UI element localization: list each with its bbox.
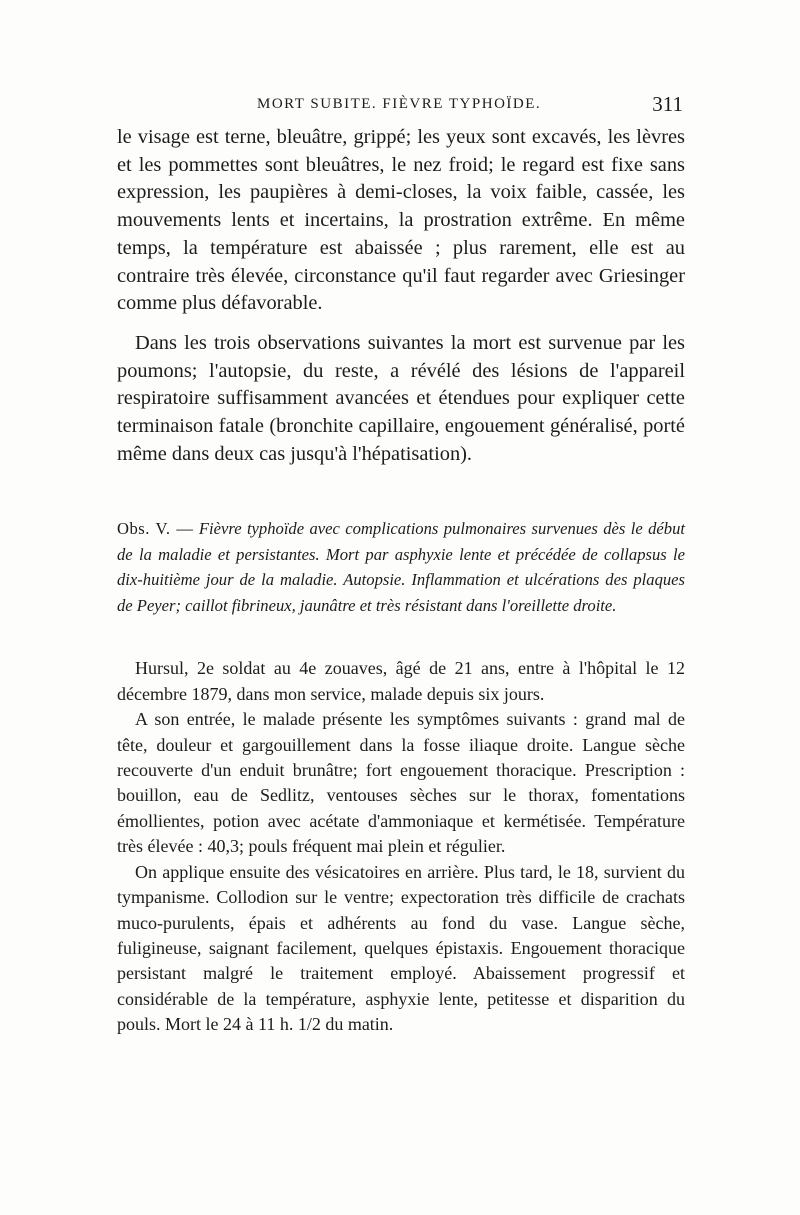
observation-summary: Fièvre typhoïde avec complications pulmonaires survenues dès le début de la maladie et persistantes. Mort par asphyxie lente et précédée de collapsus le dix-huitième jour de la maladie. Autopsie. Inflammation et ulcérations des plaques de Peyer; caillot fibrineux, jaunâtre et très résistant dans l'oreillette droite. bbox=[117, 519, 686, 615]
page-header bbox=[117, 92, 685, 124]
observation-label: Obs. V. — bbox=[117, 519, 194, 539]
book-page bbox=[117, 92, 685, 1038]
case-paragraph-3: On applique ensuite des vésicatoires en arrière. Plus tard, le 18, survient du tympanisme. Collodion sur le ventre; expectoration très difficile de crachats muco-purulents, épais et adhérents au fond du vase. Langue sèche, fuligineuse, saignant facilement, quelques épistaxis. Engouement thoracique persistant malgré le traitement employé. Abaissement progressif et considérable de la température, asphyxie lente, petitesse et disparition du pouls. Mort le 24 à 11 h. 1/2 du matin. bbox=[117, 861, 685, 1035]
page-number: 311 bbox=[652, 92, 683, 116]
paragraph-1: le visage est terne, bleuâtre, grippé; les yeux sont excavés, les lèvres et les pommettes sont bleuâtres, le nez froid; le regard est fixe sans expression, les paupières à demi-closes, la voix faible, cassée, les mouvements lents et incertains, la prostration extrême. En même temps, la température est abaissée ; plus rarement, elle est au contraire très élevée, circonstance qu'il faut regarder avec Griesinger comme plus défavorable. bbox=[117, 126, 685, 315]
paragraph-2: Dans les trois observations suivantes la mort est survenue par les poumons; l'autopsie, du reste, a révélé des lésions de l'appareil respiratoire suffisamment avancées et étendues pour expliquer cette terminaison fatale (bronchite capillaire, engouement généralisé, porté même dans deux cas jusqu'à l'hépatisation). bbox=[117, 331, 685, 465]
body-text bbox=[117, 124, 685, 468]
case-report bbox=[117, 656, 685, 1037]
case-paragraph-1: Hursul, 2e soldat au 4e zouaves, âgé de 21 ans, entre à l'hôpital le 12 décembre 1879, dans mon service, malade depuis six jours. bbox=[117, 658, 685, 704]
case-paragraph-2: A son entrée, le malade présente les symptômes suivants : grand mal de tête, douleur et gargouillement dans la fosse iliaque droite. Langue sèche recouverte d'un enduit brunâtre; fort engouement thoracique. Prescription : bouillon, eau de Sedlitz, ventouses sèches sur le thorax, fomentations émollientes, potion avec acétate d'ammoniaque et kermétisée. Température très élevée : 40,3; pouls fréquent mai plein et régulier. bbox=[117, 709, 685, 857]
running-title: MORT SUBITE. FIÈVRE TYPHOÏDE. bbox=[257, 96, 542, 112]
observation-heading bbox=[117, 516, 685, 618]
